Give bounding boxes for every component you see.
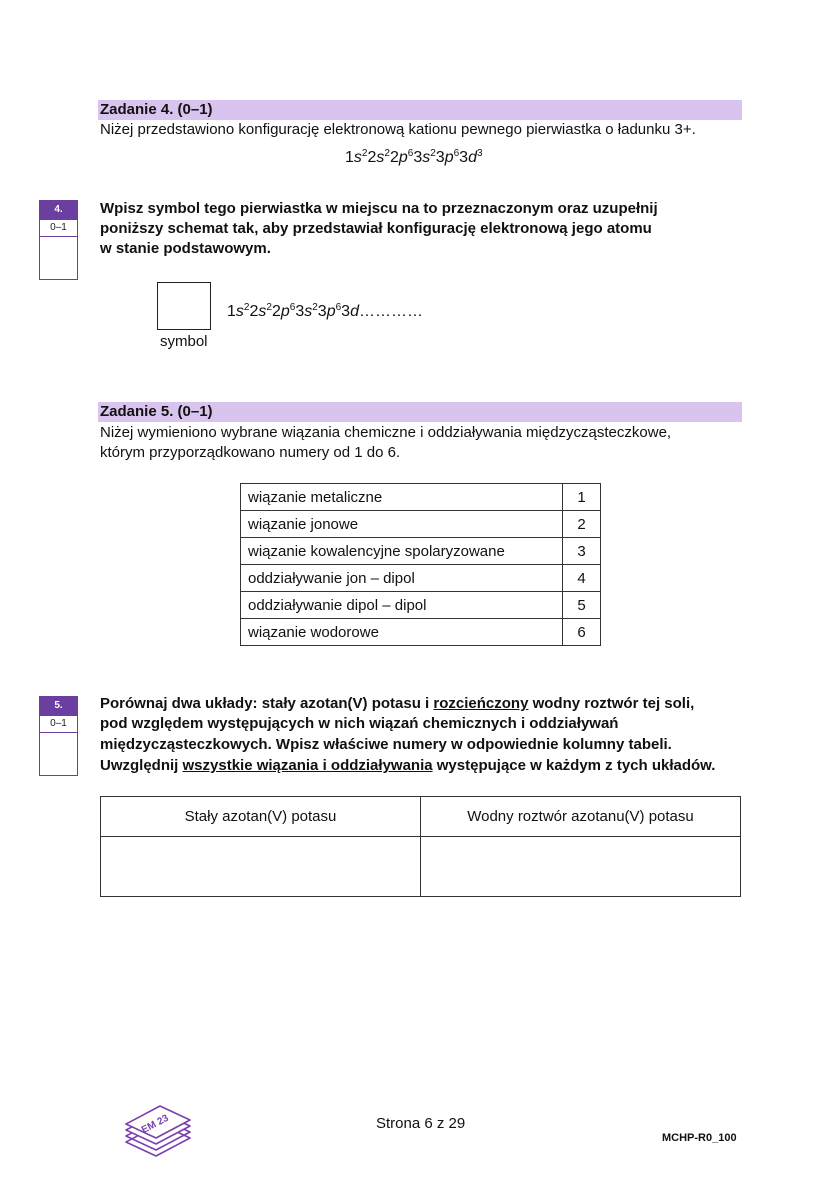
- bond-number: 6: [563, 619, 601, 646]
- bond-name: wiązanie kowalencyjne spolaryzowane: [241, 538, 563, 565]
- atom-configuration: $1s^22s^22p^63s^23p^63d\dots\dots\dots\dots$: [227, 302, 423, 320]
- task4-instruction-line2: poniższy schemat tak, aby przedstawiał konfigurację elektronową jego atomu: [100, 220, 652, 237]
- task5-header: Zadanie 5. (0–1): [98, 402, 742, 422]
- table-row: [101, 797, 741, 837]
- table-row: [241, 538, 601, 565]
- cke-logo-icon: [122, 1104, 194, 1160]
- bond-number: 5: [563, 592, 601, 619]
- table-row: [241, 619, 601, 646]
- answer-header-solid: Stały azotan(V) potasu: [101, 797, 421, 837]
- task4-instruction-line1: Wpisz symbol tego pierwiastka w miejscu na to przeznaczonym oraz uzupełnij: [100, 200, 658, 217]
- bond-name: wiązanie jonowe: [241, 511, 563, 538]
- table-row: [241, 484, 601, 511]
- task4-score-box: [39, 200, 78, 280]
- task4-score-range: 0–1: [40, 219, 77, 237]
- answer-header-solution: Wodny roztwór azotanu(V) potasu: [421, 797, 741, 837]
- answer-cell-solid[interactable]: [101, 837, 421, 897]
- bond-name: oddziaływanie jon – dipol: [241, 565, 563, 592]
- task5-score-field[interactable]: [40, 733, 77, 775]
- bonds-table: [240, 483, 601, 646]
- task4-instruction-line3: w stanie podstawowym.: [100, 240, 271, 257]
- task5-instruction-line2: pod względem występujących w nich wiązań chemicznych i oddziaływań: [100, 715, 619, 732]
- page-number: Strona 6 z 29: [376, 1115, 466, 1132]
- logo-text: EM 23: [139, 1112, 171, 1137]
- table-row: [101, 837, 741, 897]
- task4-header: Zadanie 4. (0–1): [98, 100, 742, 120]
- task4-score-field[interactable]: [40, 237, 77, 279]
- symbol-label: symbol: [160, 333, 208, 350]
- bond-name: oddziaływanie dipol – dipol: [241, 592, 563, 619]
- task5-intro-line1: Niżej wymieniono wybrane wiązania chemiczne i oddziaływania międzycząsteczkowe,: [100, 424, 672, 441]
- task5-intro-line2: którym przyporządkowano numery od 1 do 6.: [100, 444, 401, 461]
- atom-config-blank[interactable]: …………: [358, 303, 423, 320]
- task4-intro: Niżej przedstawiono konfigurację elektronową kationu pewnego pierwiastka o ładunku 3+.: [100, 121, 696, 138]
- task5-score-number: 5.: [40, 697, 77, 715]
- bond-name: wiązanie metaliczne: [241, 484, 563, 511]
- bond-name: wiązanie wodorowe: [241, 619, 563, 646]
- task4-score-number: 4.: [40, 201, 77, 219]
- bond-number: 1: [563, 484, 601, 511]
- answer-cell-solution[interactable]: [421, 837, 741, 897]
- underlined-all-bonds: wszystkie wiązania i oddziaływania: [182, 757, 433, 774]
- task5-instruction-line3: międzycząsteczkowych. Wpisz właściwe numery w odpowiednie kolumny tabeli.: [100, 736, 672, 753]
- table-row: [241, 511, 601, 538]
- task5-score-range: 0–1: [40, 715, 77, 733]
- answer-table: [100, 796, 741, 897]
- cation-configuration: $1s^22s^22p^63s^23p^63d^3$: [345, 148, 483, 166]
- task5-instruction-line4: Uwzględnij wszystkie wiązania i oddziaływania występujące w każdym z tych układów.: [100, 757, 716, 774]
- task5-score-box: [39, 696, 78, 776]
- bond-number: 3: [563, 538, 601, 565]
- document-code: MCHP-R0_100: [662, 1132, 737, 1144]
- symbol-input-box[interactable]: [157, 282, 211, 330]
- bond-number: 4: [563, 565, 601, 592]
- table-row: [241, 565, 601, 592]
- bond-number: 2: [563, 511, 601, 538]
- task5-instruction-line1: Porównaj dwa układy: stały azotan(V) potasu i rozcieńczony wodny roztwór tej soli,: [100, 695, 695, 712]
- table-row: [241, 592, 601, 619]
- underlined-diluted: rozcieńczony: [433, 695, 529, 712]
